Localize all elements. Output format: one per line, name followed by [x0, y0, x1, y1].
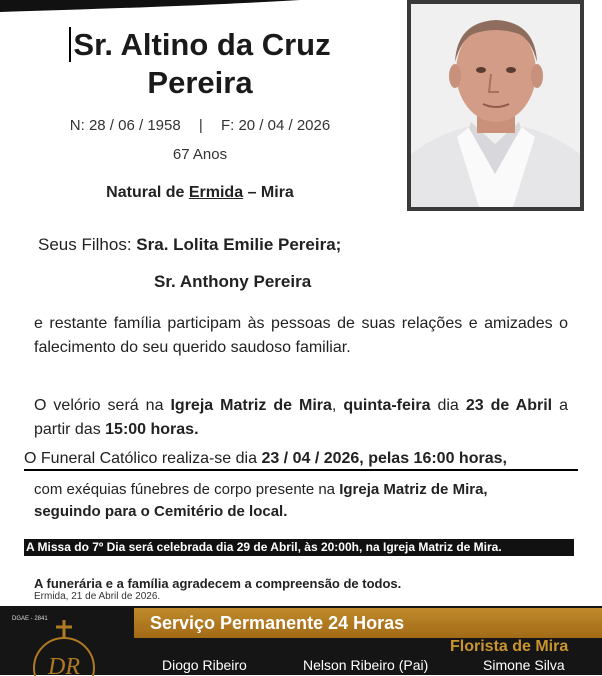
announcement-text: e restante família participam às pessoas de suas relações e amizades o falecimento do seu querido saudoso familiar. [34, 315, 568, 356]
florist-name: Florista de Mira [450, 638, 569, 655]
logo-text: DR [48, 654, 80, 676]
contact-name-2: Nelson Ribeiro (Pai) [303, 657, 429, 673]
contact-name-3: Simone Silva [483, 657, 565, 673]
wake-text-1: O velório será na [34, 397, 171, 414]
wake-info [34, 394, 568, 442]
wake-time: 15:00 horas. [105, 421, 199, 438]
life-dates [30, 117, 370, 134]
natural-prefix: Natural de [106, 184, 185, 201]
date-separator: | [198, 117, 203, 134]
exequias-text-2: seguindo para o Cemitério de local. [34, 503, 288, 520]
wake-text-2: , [331, 397, 344, 414]
wake-place: Igreja Matriz de Mira [170, 397, 332, 414]
deceased-photo [407, 0, 584, 211]
contact-name-1: Diogo Ribeiro [162, 657, 247, 673]
name-line-1: Sr. Altino da Cruz [69, 27, 330, 62]
funeral-date: 23 / 04 / 2026, pelas 16:00 horas, [261, 450, 507, 467]
wake-day: quinta-feira [343, 397, 431, 414]
license-code: DGAE - 2841 [12, 616, 48, 622]
funeral-text: O Funeral Católico realiza-se dia [24, 450, 262, 467]
place-date: Ermida, 21 de Abril de 2026. [34, 591, 161, 602]
mass-banner: A Missa do 7º Dia será celebrada dia 29 de Abril, às 20:00h, na Igreja Matriz de Mira. [24, 539, 574, 556]
funeral-home-logo-icon [18, 620, 108, 676]
funeral-info [24, 449, 578, 471]
child-1: Sra. Lolita Emilie Pereira; [136, 235, 342, 254]
natural-place: Ermida [188, 184, 244, 201]
exequias-text-1: com exéquias fúnebres de corpo presente na [34, 481, 340, 498]
natural-dash: – [247, 184, 257, 201]
birthplace [30, 184, 370, 202]
service-title: Serviço Permanente 24 Horas [150, 613, 405, 633]
children-label: Seus Filhos: [38, 235, 132, 254]
age: 67 Anos [172, 146, 228, 163]
wake-text-3: dia [430, 397, 466, 414]
deceased-name [30, 26, 370, 102]
children-line [38, 235, 341, 255]
name-line-2: Pereira [147, 65, 253, 100]
exequias-info [34, 479, 568, 523]
wake-date: 23 de Abril [465, 397, 553, 414]
exequias-place: Igreja Matriz de Mira, [339, 481, 488, 498]
death-date: F: 20 / 04 / 2026 [220, 117, 331, 134]
child-2: Sr. Anthony Pereira [154, 272, 312, 291]
wake-text-4: a partir das [34, 397, 569, 438]
birth-date: N: 28 / 06 / 1958 [69, 117, 181, 134]
natural-town: Mira [260, 184, 294, 201]
thanks-text: A funerária e a família agradecem a compreensão de todos. [34, 576, 402, 591]
